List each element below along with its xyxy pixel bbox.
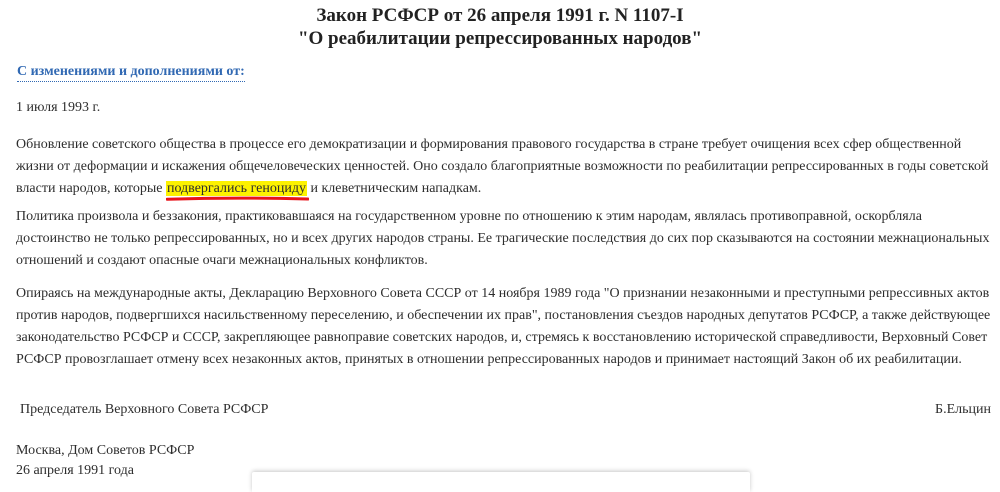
paragraph-1-tail: и клеветническим нападкам. [306, 181, 482, 196]
change-date: 1 июля 1993 г. [16, 100, 101, 115]
signing-place: Москва, Дом Советов РСФСР [16, 443, 195, 458]
highlighted-word-1: подвергались [166, 181, 251, 196]
paragraph-2: Политика произвола и беззакония, практиковавшаяся на государственном уровне по отношению к этим народам, являлась противоправной, оскорбляла достоинство не только репрессированных, но и всех других народов страны. Ее трагические последствия до сих пор сказываются на состоянии межнациональных отношений и создают опасные очаги межнациональных конфликтов. [16, 209, 990, 268]
signatory-position: Председатель Верховного Совета РСФСР [20, 402, 269, 417]
paragraph-3: Опираясь на международные акты, Декларацию Верховного Совета СССР от 14 ноября 1989 года "О признании незаконными и преступными репрессивных актов против народов, подвергшихся насильственному переселению, и обеспечении их прав", постановления съездов народных депутатов РСФСР, а также действующее законодательство РСФСР и СССР, закрепляющее равноправие советских народов, и, стремясь к восстановлению исторической справедливости, Верховный Совет РСФСР провозглашает отмену всех незаконных актов, принятых в отношении репрессированных народов и принимает настоящий Закон об их реабилитации. [16, 286, 991, 367]
highlighted-word-2: геноциду [250, 181, 306, 196]
changes-link[interactable]: С изменениями и дополнениями от: [17, 64, 245, 82]
document-subtitle: "О реабилитации репрессированных народов" [297, 28, 703, 49]
paragraph-1-text: Обновление советского общества в процессе его демократизации и формирования правового государства в стране требует очищения всех сфер общественной жизни от деформации и искажения общечеловеческих ценностей. Оно создало благоприятные возможности по реабилитации репрессированных в годы советской власти народов, которые [16, 137, 989, 196]
paragraph-1 [16, 134, 996, 200]
signing-date: 26 апреля 1991 года [16, 463, 134, 478]
red-underline-mark [166, 196, 309, 201]
bottom-overlay-panel[interactable] [252, 472, 750, 492]
document-title: Закон РСФСР от 26 апреля 1991 г. N 1107-I [316, 5, 684, 26]
highlighted-phrase [166, 181, 307, 196]
signatory-name: Б.Ельцин [935, 402, 991, 417]
